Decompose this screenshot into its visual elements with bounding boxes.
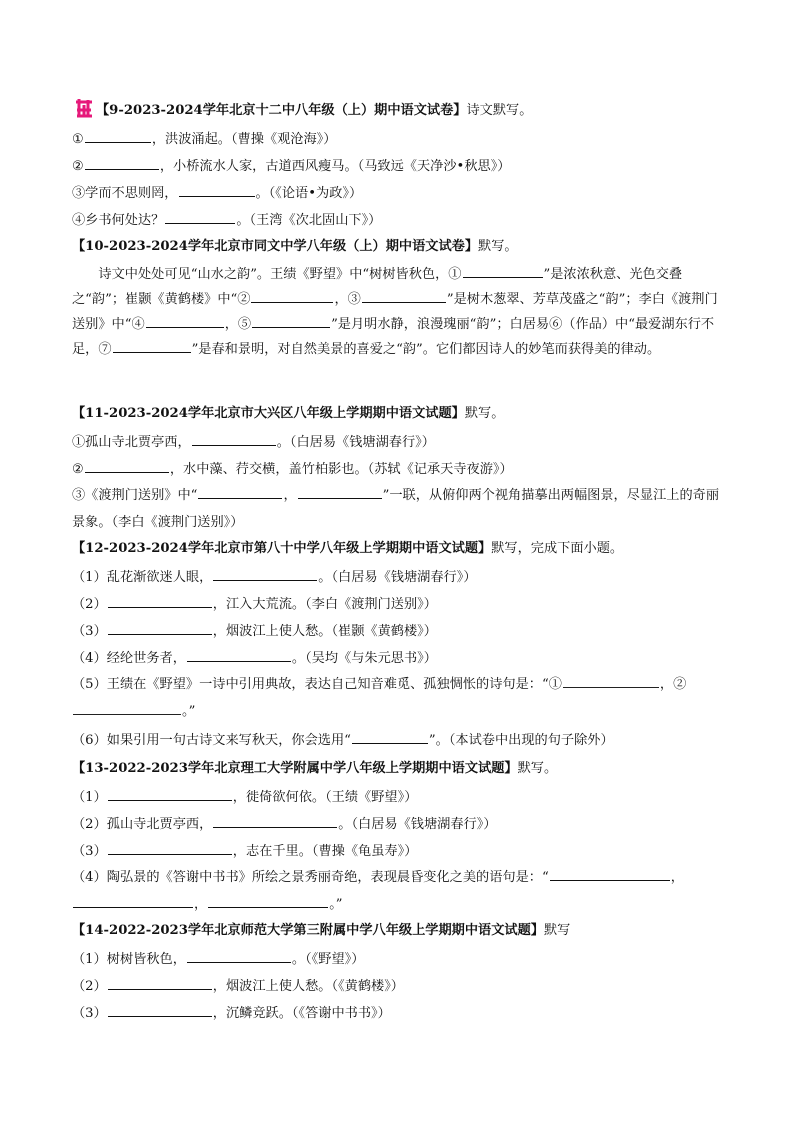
answer-blank[interactable]	[108, 1003, 212, 1017]
list-item: （3） ，沉鳞竞跃。（《答谢中书书》）	[72, 1003, 732, 1023]
answer-blank[interactable]	[108, 621, 212, 635]
section-header: 【10-2023-2024学年北京市同文中学八年级（上）期中语文试卷】	[72, 239, 479, 254]
answer-blank[interactable]	[85, 129, 151, 143]
answer-blank[interactable]	[73, 894, 193, 908]
list-item: （3） ，烟波江上使人愁。（崔颢《黄鹤楼》）	[72, 621, 732, 641]
section-13-title	[72, 760, 732, 778]
answer-blank[interactable]	[208, 894, 328, 908]
brand-logo-icon	[74, 97, 94, 119]
answer-blank[interactable]	[85, 459, 169, 473]
section-instruction: 默写	[543, 923, 571, 938]
answer-blank[interactable]	[550, 867, 670, 881]
answer-blank[interactable]	[352, 730, 428, 744]
section-instruction: 默写，完成下面小题。	[491, 541, 624, 556]
answer-blank[interactable]	[463, 264, 543, 278]
list-item: ① ，洪波涌起。（曹操《观沧海》）	[72, 129, 732, 149]
answer-blank[interactable]	[192, 432, 276, 446]
answer-blank[interactable]	[198, 485, 282, 499]
section-header: 【12-2023-2024学年北京市第八十中学八年级上学期期中语文试题】	[72, 541, 492, 556]
list-item: （2） ，烟波江上使人愁。（《黄鹤楼》）	[72, 976, 732, 996]
answer-blank[interactable]	[108, 976, 212, 990]
list-item: ② ，水中藻、荇交横，盖竹柏影也。（苏轼《记承天寺夜游》）	[72, 459, 732, 479]
answer-blank[interactable]	[298, 485, 382, 499]
answer-blank[interactable]	[251, 289, 333, 303]
answer-blank[interactable]	[187, 949, 291, 963]
answer-blank[interactable]	[187, 648, 291, 662]
list-item: ③学而不思则罔， 。（《论语•为政》）	[72, 183, 732, 203]
section-header: 【14-2022-2023学年北京师范大学第三附属中学八年级上学期期中语文试题】	[72, 923, 544, 938]
list-item: （1）树树皆秋色， 。（《野望》）	[72, 949, 732, 969]
list-item: （1） ，徙倚欲何依。（王绩《野望》）	[72, 787, 732, 807]
answer-blank[interactable]	[113, 339, 191, 353]
answer-blank[interactable]	[362, 289, 446, 303]
answer-blank[interactable]	[146, 314, 224, 328]
answer-blank[interactable]	[108, 841, 232, 855]
section-instruction: 默写。	[478, 239, 518, 254]
answer-blank[interactable]	[563, 674, 659, 688]
section-11-title	[72, 405, 732, 423]
list-item: （4）经纶世务者， 。（吴均《与朱元思书》）	[72, 648, 732, 668]
answer-blank[interactable]	[213, 814, 337, 828]
section-instruction: 默写。	[517, 761, 558, 776]
answer-blank[interactable]	[85, 156, 159, 170]
list-item: （6）如果引用一句古诗文来写秋天，你会选用“ ”。（本试卷中出现的句子除外）	[72, 730, 732, 750]
section-header: 【9-2023-2024学年北京十二中八年级（上）期中语文试卷】	[96, 103, 467, 118]
answer-blank[interactable]	[108, 594, 212, 608]
list-item: ③《渡荆门送别》中“ ， ”一联，从俯仰两个视角描摹出两幅图景，尽显江上的奇丽景象。（李白《渡荆门送别》）	[72, 482, 732, 536]
section-instruction: 诗文默写。	[466, 103, 533, 118]
section-header: 【11-2023-2024学年北京市大兴区八年级上学期期中语文试题】	[72, 406, 465, 421]
list-item: ①孤山寺北贾亭西， 。（白居易《钱塘湖春行》）	[72, 432, 732, 452]
list-item: ④乡书何处达？ 。（王湾《次北固山下》）	[72, 210, 732, 230]
list-item: （2） ，江入大荒流。（李白《渡荆门送别》）	[72, 594, 732, 614]
answer-blank[interactable]	[252, 314, 330, 328]
list-item: （5）王绩在《野望》一诗中引用典故，表达自己知音难觅、孤独惆怅的诗句是：“① ，②。”	[72, 671, 732, 725]
answer-blank[interactable]	[179, 183, 255, 197]
section-12-title	[72, 540, 732, 558]
list-item: （2）孤山寺北贾亭西， 。（白居易《钱塘湖春行》）	[72, 814, 732, 834]
section-9-title	[96, 102, 756, 120]
list-item: （4）陶弘景的《答谢中书书》所绘之景秀丽奇绝，表现晨昏变化之美的语句是：“ ，， 。”	[72, 864, 732, 918]
answer-blank[interactable]	[73, 701, 181, 715]
section-10-paragraph: 诗文中处处可见“山水之韵”。王绩《野望》中“树树皆秋色，① ”是浓浓秋意、光色交叠之“韵”；崔颢《黄鹤楼》中“② ，③ ”是树木葱翠、芳草茂盛之“韵”；李白《渡荆门送别》中“④ ，⑤ ”是月明水静，浪漫瑰丽“韵”；白居易⑥（作品）中“最爱湖东行不足，⑦ ”是春和景明，对自然美景的喜爱之“韵”。它们都因诗人的妙笔而获得美的律动。	[72, 262, 728, 362]
list-item: （3） ，志在千里。（曹操《龟虽寿》）	[72, 841, 732, 861]
section-14-title	[72, 922, 732, 940]
section-10-title	[72, 238, 732, 256]
section-header: 【13-2022-2023学年北京理工大学附属中学八年级上学期期中语文试题】	[72, 761, 518, 776]
answer-blank[interactable]	[165, 210, 235, 224]
answer-blank[interactable]	[213, 567, 317, 581]
answer-blank[interactable]	[108, 787, 232, 801]
list-item: （1）乱花渐欲迷人眼， 。（白居易《钱塘湖春行》）	[72, 567, 732, 587]
section-instruction: 默写。	[464, 406, 505, 421]
list-item: ② ，小桥流水人家，古道西风瘦马。（马致远《天净沙•秋思》）	[72, 156, 732, 176]
